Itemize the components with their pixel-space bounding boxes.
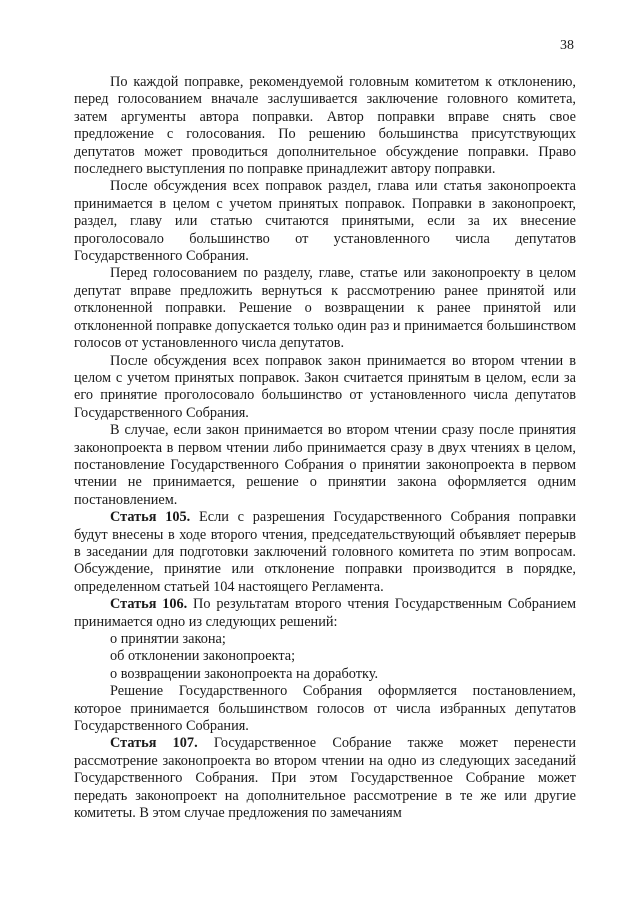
document-body: [74, 74, 576, 822]
paragraph-return-to-amendment: Перед голосованием по разделу, главе, статье или законопроекту в целом депутат вправе предложить вернуться к рассмотрению ранее принятой или отклоненной поправки. Решение о возвращении к ранее принятой или отклоненной поправке допускается только один раз и принимается большинством голосов от установленного числа депутатов.: [74, 265, 576, 352]
article-106: [74, 596, 576, 631]
article-106-item-adopt: о принятии закона;: [110, 631, 226, 647]
article-106-title: Статья 106.: [110, 596, 188, 613]
article-105-title: Статья 105.: [110, 509, 191, 526]
article-106-item-reject: об отклонении законопроекта;: [110, 648, 296, 665]
article-105: [74, 509, 576, 596]
article-107-text: Государственное Собрание также может перенести рассмотрение законопроекта во втором чтении на одно из следующих заседаний Государственного Собрания. При этом Государственное Собрание может передать законопроект на дополнительное рассмотрение в те же или другие комитеты. В этом случае предложения по замечаниям: [74, 735, 576, 822]
paragraph-second-reading-adoption: После обсуждения всех поправок закон принимается во втором чтении в целом с учетом принятых поправок. Закон считается принятым в целом, если за его принятие проголосовало большинство от установленного числа депутатов Государственного Собрания.: [74, 352, 576, 421]
paragraph-single-resolution: В случае, если закон принимается во втором чтении сразу после принятия законопроекта в первом чтении либо принимается сразу в двух чтениях в целом, постановление Государственного Собрания о принятии законопроекта в первом чтении не принимается, решение о принятии закона оформляется одним постановлением.: [74, 422, 576, 508]
page-number: 38: [560, 38, 574, 53]
paragraph-amendment-rejection: По каждой поправке, рекомендуемой головным комитетом к отклонению, перед голосованием вначале заслушивается заключение головного комитета, затем аргументы автора поправки. Автор поправки вправе снять свое предложение с голосования. По решению большинства присутствующих депутатов может проводиться дополнительное обсуждение поправки. Право последнего выступления по поправке принадлежит автору поправки.: [74, 74, 576, 178]
article-105-text: Если с разрешения Государственного Собрания поправки будут внесены в ходе второго чтения, председательствующий объявляет перерыв в заседании для подготовки заключений головного комитета по этим вопросам. Обсуждение, принятие или отклонение поправки производится в порядке, определенном статьей 104 настоящего Регламента.: [74, 509, 576, 595]
article-106-text: По результатам второго чтения Государственным Собранием принимается одно из следующих решений:: [74, 596, 576, 630]
article-107-title: Статья 107.: [110, 735, 198, 752]
article-106-resolution: Решение Государственного Собрания оформляется постановлением, которое принимается большинством голосов от числа избранных депутатов Государственного Собрания.: [74, 683, 576, 735]
paragraph-section-adoption: После обсуждения всех поправок раздел, глава или статья законопроекта принимается в целом с учетом принятых поправок. Поправки в законопроект, раздел, главу или статью считаются принятыми, если за их внесение проголосовало большинство от установленного числа депутатов Государственного Собрания.: [74, 178, 576, 265]
article-107: [74, 735, 576, 822]
article-106-item-return: о возвращении законопроекта на доработку.: [110, 665, 379, 682]
